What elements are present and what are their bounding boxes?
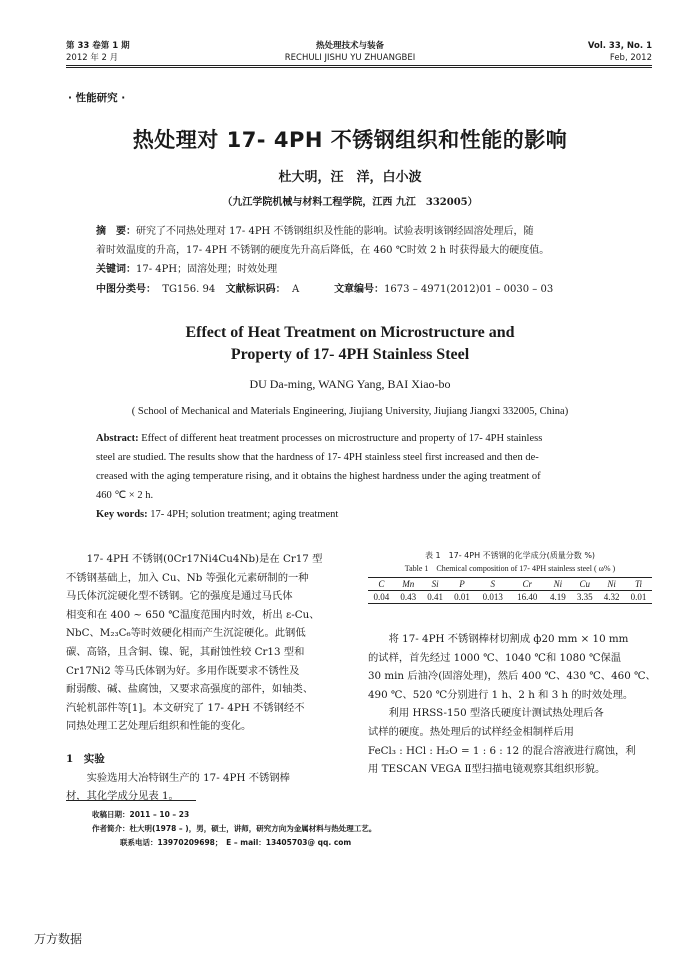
- keywords-en-label: Key words:: [96, 509, 148, 520]
- text-line: NbC、M₂₃C₆等时效硬化相而产生沉淀硬化。此钢低: [66, 627, 306, 640]
- text-line: 17- 4PH 不锈钢(0Cr17Ni4Cu4Nb)是在 Cr17 型: [86, 553, 323, 565]
- affiliation-zh: （九江学院机械与材料工程学院，江西 九江 332005）: [222, 197, 478, 208]
- text-line: 马氏体沉淀硬化型不锈钢。它的强度是通过马氏体: [66, 590, 293, 603]
- text-line: 相变和在 400 ~ 650 ℃温度范围内时效，析出 ε-Cu、: [66, 608, 320, 621]
- text-line: 材，其化学成分见表 1。: [66, 790, 179, 803]
- clc-value: TG156. 94: [162, 284, 216, 295]
- footnote-author-bio: 作者简介：杜大明(1978 – )，男，硕士，讲师，研究方向为金属材料与热处理工艺。: [92, 824, 377, 833]
- header-rule-top: [66, 65, 652, 66]
- article-number-label: 文章编号：: [334, 284, 385, 295]
- journal-vol-en: [588, 40, 652, 64]
- table1-header-cell: Cu: [571, 578, 598, 591]
- header-left-line2: 2012 年 2 月: [66, 53, 119, 63]
- abstract-en-line2: steel are studied. The results show that the hardness of 17- 4PH stainless steel first increased and then de-: [96, 452, 539, 463]
- table1-value-cell: 0.01: [449, 591, 476, 604]
- header-left-line1: 第 33 卷第 1 期: [66, 41, 130, 51]
- table1-header-cell: C: [368, 578, 395, 591]
- text-line: FeCl₃ : HCl : H₂O = 1 : 6 : 12 的混合溶液进行腐蚀，利: [368, 744, 636, 757]
- keywords-zh-text: 17- 4PH；固溶处理；时效处理: [136, 264, 278, 275]
- table1-header-cell: S: [475, 578, 510, 591]
- title-en: [0, 322, 700, 366]
- header-center-line1: 热处理技术与装备: [315, 41, 384, 51]
- table1-caption-zh: 表 1 17- 4PH 不锈钢的化学成分(质量分数 %): [424, 551, 596, 560]
- text-line: 同热处理工艺处理后组织和性能的变化。: [66, 720, 252, 733]
- section-heading-experiment: 1 实验: [66, 752, 105, 765]
- sample-prep-paragraph: [368, 630, 656, 704]
- abstract-en-line4: 460 ℃ × 2 h.: [96, 490, 154, 501]
- table1-value-cell: 3.35: [571, 591, 598, 604]
- title-en-line2: Property of 17- 4PH Stainless Steel: [230, 346, 470, 363]
- table1-header-cell: Ni: [598, 578, 625, 591]
- table1-value-cell: 16.40: [510, 591, 545, 604]
- text-line: 不锈钢基础上，加入 Cu、Nb 等强化元素研制的一种: [66, 571, 309, 584]
- text-line: 实验选用大冶特钢生产的 17- 4PH 不锈钢棒: [86, 771, 290, 784]
- affiliation-en: ( School of Mechanical and Materials Engineering, Jiujiang University, Jiujiang Jiangxi 332005, China): [131, 406, 569, 417]
- text-line: 用 TESCAN VEGA Ⅱ型扫描电镜观察其组织形貌。: [368, 763, 606, 776]
- table1-header-row: [368, 578, 652, 591]
- table1-block: [368, 550, 652, 604]
- header-right-line1: Vol. 33, No. 1: [587, 41, 652, 51]
- table1-header-cell: Mn: [395, 578, 422, 591]
- table1-value-row: [368, 591, 652, 604]
- table1-value-cell: 4.32: [598, 591, 625, 604]
- text-line: 利用 HRSS-150 型洛氏硬度计测试热处理后各: [388, 707, 604, 720]
- abstract-zh-line1: 研究了不同热处理对 17- 4PH 不锈钢组织及性能的影响。试验表明该钢经固溶处理后，随: [136, 226, 534, 237]
- abstract-en-label: Abstract:: [96, 433, 139, 444]
- header-center-line2: RECHULI JISHU YU ZHUANGBEI: [284, 53, 416, 63]
- doc-code-label: 文献标识码：: [225, 284, 286, 295]
- table1-value-cell: 0.013: [475, 591, 510, 604]
- body-left-column: [66, 550, 350, 806]
- table1-value-cell: 0.01: [625, 591, 652, 604]
- table1-header-cell: Ti: [625, 578, 652, 591]
- article-number-value: 1673 – 4971(2012)01 – 0030 – 03: [384, 284, 554, 295]
- table1: [368, 577, 652, 604]
- authors-en: DU Da-ming, WANG Yang, BAI Xiao-bo: [249, 377, 451, 391]
- text-line: 将 17- 4PH 不锈钢棒材切割成 ф20 mm × 10 mm: [388, 633, 629, 645]
- classification-line: [96, 280, 636, 299]
- table1-value-cell: 0.43: [395, 591, 422, 604]
- clc-label: 中图分类号：: [96, 284, 156, 295]
- table1-value-cell: 4.19: [545, 591, 572, 604]
- abstract-zh: [96, 222, 636, 279]
- header-right-line2: Feb, 2012: [609, 53, 652, 63]
- keywords-en-text: 17- 4PH; solution treatment; aging treatment: [147, 509, 339, 520]
- body-right-column: [368, 630, 656, 779]
- test-method-paragraph: [368, 704, 652, 778]
- abstract-en-line3: creased with the aging temperature rising, and it obtains the highest hardness under the aging treatment of: [96, 471, 541, 482]
- abstract-en: [96, 429, 636, 524]
- title-zh: 热处理对 17- 4PH 不锈钢组织和性能的影响: [132, 128, 568, 152]
- table1-header-cell: Cr: [510, 578, 545, 591]
- abstract-en-line1: Effect of different heat treatment processes on microstructure and property of 17- 4PH stainless: [138, 433, 543, 444]
- keywords-zh-label: 关键词：: [96, 264, 136, 275]
- footnote: [92, 808, 632, 850]
- text-line: 汽轮机部件等[1]。本文研究了 17- 4PH 不锈钢经不: [66, 701, 305, 714]
- authors-zh: 杜大明，汪 洋，白小波: [278, 170, 422, 185]
- watermark-text: 万方数据: [34, 932, 83, 946]
- footnote-contact: 联系电话：13970209698； E – mail：13405703@ qq. com: [120, 838, 352, 847]
- text-line: 试样的硬度。热处理后的试样经金相制样后用: [368, 725, 574, 738]
- table1-value-cell: 0.41: [422, 591, 449, 604]
- doc-code-value: A: [292, 284, 300, 295]
- header-rule-bottom: [66, 67, 652, 68]
- text-line: 耐弱酸、碱、盐腐蚀，又要求高强度的部件，如轴类、: [66, 683, 314, 696]
- footnote-received: 收稿日期：2011 – 10 – 23: [92, 810, 190, 819]
- text-line: 碳、高铬，且含铜、镍、铌，其耐蚀性较 Cr13 型和: [66, 645, 305, 658]
- text-line: 490 ℃、520 ℃分别进行 1 h、2 h 和 3 h 的时效处理。: [368, 688, 634, 701]
- text-line: Cr17Ni2 等马氏体钢为好。多用作既要求不锈性及: [66, 664, 300, 677]
- table1-header-cell: Ni: [545, 578, 572, 591]
- title-en-line1: Effect of Heat Treatment on Microstructure and: [185, 324, 515, 341]
- intro-paragraph: [66, 550, 350, 736]
- abstract-zh-line2: 着时效温度的升高，17- 4PH 不锈钢的硬度先升高后降低，在 460 ℃时效 2 h 时获得最大的硬度值。: [96, 245, 550, 256]
- text-line: 的试样，首先经过 1000 ℃、1040 ℃和 1080 ℃保温: [368, 651, 622, 664]
- footnote-rule: [66, 800, 196, 801]
- table1-caption-en: Table 1 Chemical composition of 17- 4PH stainless steel ( ω% ): [404, 564, 616, 573]
- table1-value-cell: 0.04: [368, 591, 395, 604]
- section-label: · 性能研究 ·: [68, 92, 126, 104]
- table1-header-cell: P: [449, 578, 476, 591]
- table1-header-cell: Si: [422, 578, 449, 591]
- abstract-zh-label: 摘 要：: [96, 226, 136, 237]
- text-line: 30 min 后油冷(固溶处理)，然后 400 ℃、430 ℃、460 ℃、: [368, 670, 656, 683]
